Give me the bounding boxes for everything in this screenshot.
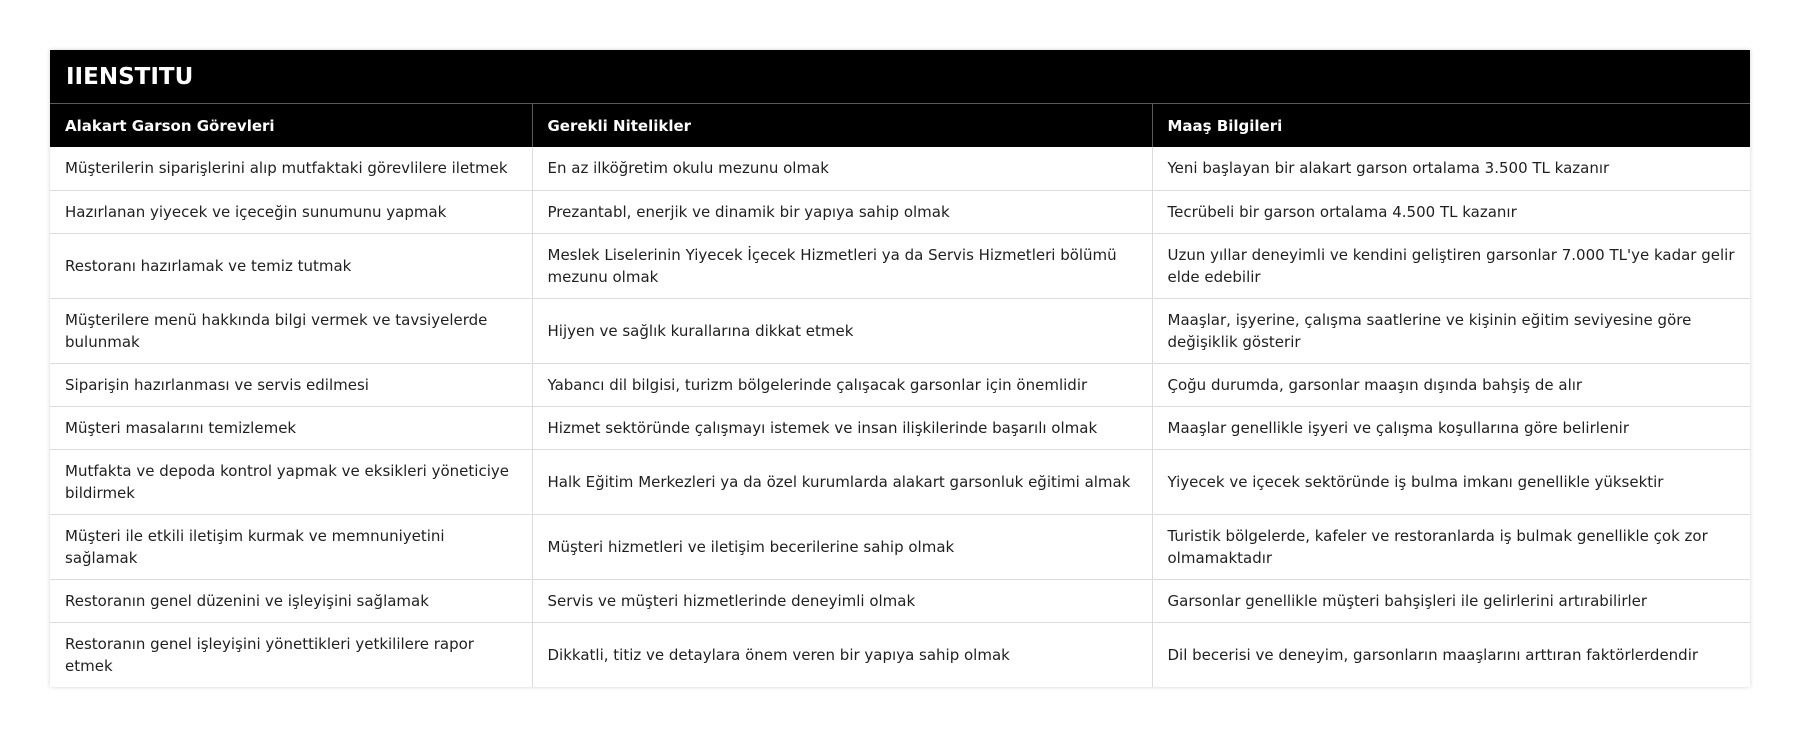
duty-cell: Müşterilere menü hakkında bilgi vermek ve tavsiyelerde bulunmak: [50, 298, 532, 363]
qualification-cell: Hijyen ve sağlık kurallarına dikkat etmek: [532, 298, 1152, 363]
table-row: [50, 449, 1750, 514]
qualification-cell: Hizmet sektöründe çalışmayı istemek ve insan ilişkilerinde başarılı olmak: [532, 406, 1152, 449]
table-row: [50, 233, 1750, 298]
column-header-qualifications: Gerekli Nitelikler: [532, 104, 1152, 147]
duty-cell: Restoranı hazırlamak ve temiz tutmak: [50, 233, 532, 298]
table-row: [50, 190, 1750, 233]
qualification-cell: En az ilköğretim okulu mezunu olmak: [532, 147, 1152, 190]
qualification-cell: Halk Eğitim Merkezleri ya da özel kurumlarda alakart garsonluk eğitimi almak: [532, 449, 1152, 514]
qualification-cell: Dikkatli, titiz ve detaylara önem veren bir yapıya sahip olmak: [532, 622, 1152, 687]
duty-cell: Müşteri ile etkili iletişim kurmak ve memnuniyetini sağlamak: [50, 514, 532, 579]
column-header-duties: Alakart Garson Görevleri: [50, 104, 532, 147]
qualification-cell: Müşteri hizmetleri ve iletişim becerilerine sahip olmak: [532, 514, 1152, 579]
salary-cell: Tecrübeli bir garson ortalama 4.500 TL kazanır: [1152, 190, 1750, 233]
qualification-cell: Prezantabl, enerjik ve dinamik bir yapıya sahip olmak: [532, 190, 1152, 233]
salary-cell: Maaşlar, işyerine, çalışma saatlerine ve kişinin eğitim seviyesine göre değişiklik gösterir: [1152, 298, 1750, 363]
salary-cell: Uzun yıllar deneyimli ve kendini geliştiren garsonlar 7.000 TL'ye kadar gelir elde edebilir: [1152, 233, 1750, 298]
duty-cell: Restoranın genel işleyişini yönettikleri yetkililere rapor etmek: [50, 622, 532, 687]
salary-cell: Yeni başlayan bir alakart garson ortalama 3.500 TL kazanır: [1152, 147, 1750, 190]
qualification-cell: Meslek Liselerinin Yiyecek İçecek Hizmetleri ya da Servis Hizmetleri bölümü mezunu olmak: [532, 233, 1152, 298]
table-row: [50, 622, 1750, 687]
duty-cell: Mutfakta ve depoda kontrol yapmak ve eksikleri yöneticiye bildirmek: [50, 449, 532, 514]
duty-cell: Müşteri masalarını temizlemek: [50, 406, 532, 449]
duty-cell: Müşterilerin siparişlerini alıp mutfaktaki görevlilere iletmek: [50, 147, 532, 190]
qualification-cell: Yabancı dil bilgisi, turizm bölgelerinde çalışacak garsonlar için önemlidir: [532, 363, 1152, 406]
duty-cell: Restoranın genel düzenini ve işleyişini sağlamak: [50, 579, 532, 622]
brand-title: IIENSTITU: [50, 50, 1750, 104]
table-row: [50, 406, 1750, 449]
salary-cell: Turistik bölgelerde, kafeler ve restoranlarda iş bulmak genellikle çok zor olmamaktadır: [1152, 514, 1750, 579]
salary-cell: Garsonlar genellikle müşteri bahşişleri ile gelirlerini artırabilirler: [1152, 579, 1750, 622]
qualification-cell: Servis ve müşteri hizmetlerinde deneyimli olmak: [532, 579, 1152, 622]
table-row: [50, 514, 1750, 579]
table-header-row: [50, 104, 1750, 147]
salary-cell: Dil becerisi ve deneyim, garsonların maaşlarını arttıran faktörlerdendir: [1167, 645, 1699, 664]
table-row: [50, 363, 1750, 406]
salary-cell: Yiyecek ve içecek sektöründe iş bulma imkanı genellikle yüksektir: [1152, 449, 1750, 514]
table-row: [50, 147, 1750, 190]
info-table-card: [50, 50, 1750, 687]
table-row: [50, 298, 1750, 363]
duty-cell: Siparişin hazırlanması ve servis edilmesi: [50, 363, 532, 406]
duties-table: [50, 104, 1750, 687]
column-header-salary: Maaş Bilgileri: [1152, 104, 1750, 147]
table-row: [50, 579, 1750, 622]
duty-cell: Hazırlanan yiyecek ve içeceğin sunumunu yapmak: [50, 190, 532, 233]
salary-cell: Çoğu durumda, garsonlar maaşın dışında bahşiş de alır: [1152, 363, 1750, 406]
salary-cell: Maaşlar genellikle işyeri ve çalışma koşullarına göre belirlenir: [1152, 406, 1750, 449]
